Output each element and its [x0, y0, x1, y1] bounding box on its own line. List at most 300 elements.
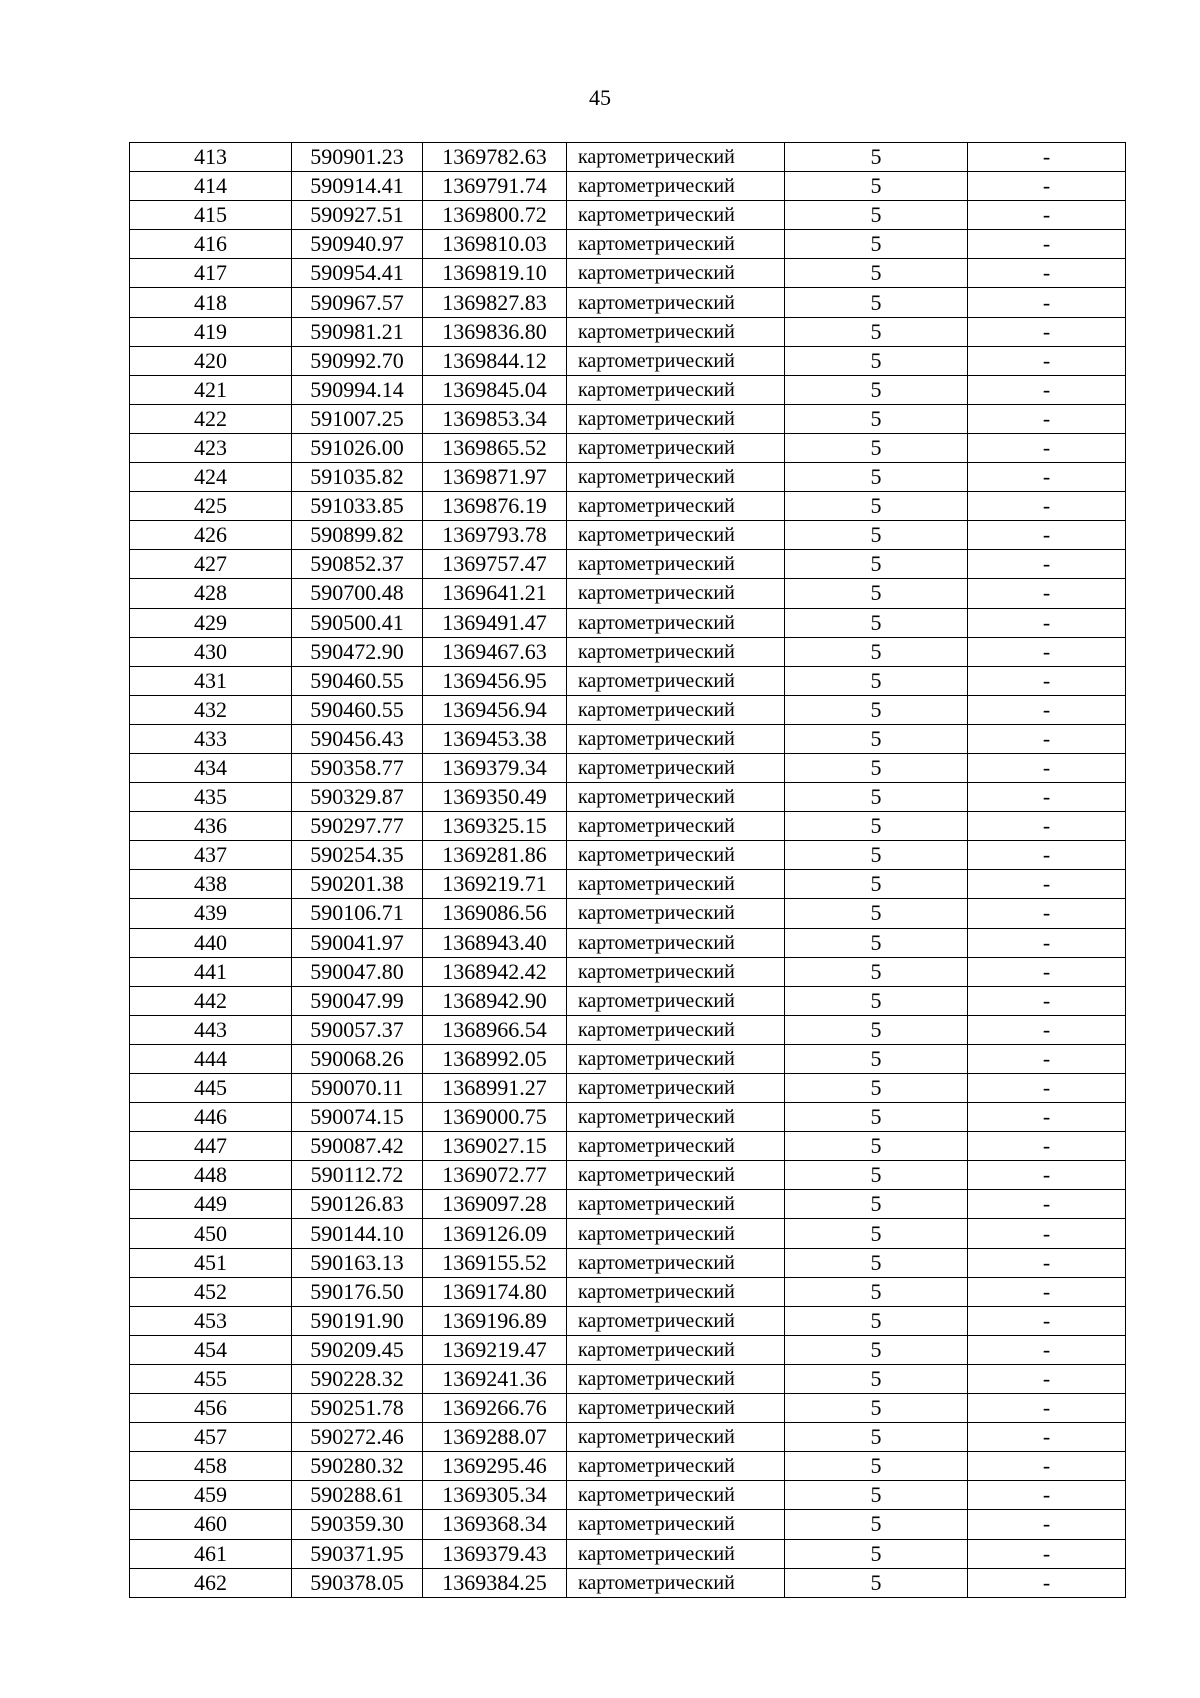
table-row — [130, 463, 1126, 492]
x-coordinate-cell: 590914.41 — [292, 172, 423, 201]
y-coordinate-cell: 1369072.77 — [423, 1161, 567, 1190]
y-coordinate-cell: 1369819.10 — [423, 259, 567, 288]
method-cell: картометрический — [567, 1248, 785, 1277]
accuracy-cell: 5 — [785, 841, 968, 870]
note-cell: - — [968, 259, 1126, 288]
x-coordinate-cell: 590254.35 — [292, 841, 423, 870]
accuracy-cell: 5 — [785, 666, 968, 695]
x-coordinate-cell: 590068.26 — [292, 1044, 423, 1073]
method-cell: картометрический — [567, 637, 785, 666]
note-cell: - — [968, 288, 1126, 317]
note-cell: - — [968, 1277, 1126, 1306]
x-coordinate-cell: 590106.71 — [292, 899, 423, 928]
x-coordinate-cell: 590280.32 — [292, 1452, 423, 1481]
accuracy-cell: 5 — [785, 608, 968, 637]
x-coordinate-cell: 590163.13 — [292, 1248, 423, 1277]
accuracy-cell: 5 — [785, 870, 968, 899]
point-number-cell: 414 — [130, 172, 292, 201]
note-cell: - — [968, 230, 1126, 259]
x-coordinate-cell: 590329.87 — [292, 783, 423, 812]
method-cell: картометрический — [567, 463, 785, 492]
accuracy-cell: 5 — [785, 375, 968, 404]
table-row — [130, 579, 1126, 608]
table-row — [130, 404, 1126, 433]
method-cell: картометрический — [567, 724, 785, 753]
table-row — [130, 550, 1126, 579]
point-number-cell: 429 — [130, 608, 292, 637]
table-row — [130, 375, 1126, 404]
x-coordinate-cell: 590927.51 — [292, 201, 423, 230]
point-number-cell: 462 — [130, 1568, 292, 1597]
note-cell: - — [968, 1044, 1126, 1073]
x-coordinate-cell: 590899.82 — [292, 521, 423, 550]
point-number-cell: 452 — [130, 1277, 292, 1306]
point-number-cell: 450 — [130, 1219, 292, 1248]
method-cell: картометрический — [567, 783, 785, 812]
x-coordinate-cell: 590228.32 — [292, 1364, 423, 1393]
method-cell: картометрический — [567, 1277, 785, 1306]
point-number-cell: 413 — [130, 143, 292, 172]
y-coordinate-cell: 1369295.46 — [423, 1452, 567, 1481]
method-cell: картометрический — [567, 375, 785, 404]
table-row — [130, 1394, 1126, 1423]
accuracy-cell: 5 — [785, 1568, 968, 1597]
x-coordinate-cell: 590359.30 — [292, 1510, 423, 1539]
accuracy-cell: 5 — [785, 1423, 968, 1452]
x-coordinate-cell: 590456.43 — [292, 724, 423, 753]
table-row — [130, 521, 1126, 550]
note-cell: - — [968, 1132, 1126, 1161]
x-coordinate-cell: 591035.82 — [292, 463, 423, 492]
accuracy-cell: 5 — [785, 1161, 968, 1190]
x-coordinate-cell: 590201.38 — [292, 870, 423, 899]
accuracy-cell: 5 — [785, 492, 968, 521]
coordinates-table — [129, 142, 1126, 1598]
coordinates-table-body — [130, 143, 1126, 1598]
y-coordinate-cell: 1369845.04 — [423, 375, 567, 404]
note-cell: - — [968, 1394, 1126, 1423]
accuracy-cell: 5 — [785, 1190, 968, 1219]
table-row — [130, 1481, 1126, 1510]
note-cell: - — [968, 1248, 1126, 1277]
x-coordinate-cell: 590144.10 — [292, 1219, 423, 1248]
x-coordinate-cell: 590378.05 — [292, 1568, 423, 1597]
method-cell: картометрический — [567, 1364, 785, 1393]
y-coordinate-cell: 1368943.40 — [423, 928, 567, 957]
accuracy-cell: 5 — [785, 1015, 968, 1044]
x-coordinate-cell: 590074.15 — [292, 1103, 423, 1132]
accuracy-cell: 5 — [785, 1394, 968, 1423]
point-number-cell: 424 — [130, 463, 292, 492]
method-cell: картометрический — [567, 579, 785, 608]
accuracy-cell: 5 — [785, 1219, 968, 1248]
note-cell: - — [968, 201, 1126, 230]
accuracy-cell: 5 — [785, 1452, 968, 1481]
point-number-cell: 426 — [130, 521, 292, 550]
point-number-cell: 417 — [130, 259, 292, 288]
method-cell: картометрический — [567, 1306, 785, 1335]
y-coordinate-cell: 1369174.80 — [423, 1277, 567, 1306]
accuracy-cell: 5 — [785, 346, 968, 375]
x-coordinate-cell: 590047.80 — [292, 957, 423, 986]
note-cell: - — [968, 1103, 1126, 1132]
point-number-cell: 436 — [130, 812, 292, 841]
page-number: 45 — [589, 85, 611, 110]
note-cell: - — [968, 986, 1126, 1015]
point-number-cell: 443 — [130, 1015, 292, 1044]
x-coordinate-cell: 590176.50 — [292, 1277, 423, 1306]
y-coordinate-cell: 1369325.15 — [423, 812, 567, 841]
table-row — [130, 1335, 1126, 1364]
point-number-cell: 455 — [130, 1364, 292, 1393]
note-cell: - — [968, 1015, 1126, 1044]
y-coordinate-cell: 1369456.94 — [423, 695, 567, 724]
table-row — [130, 957, 1126, 986]
table-row — [130, 637, 1126, 666]
method-cell: картометрический — [567, 1015, 785, 1044]
accuracy-cell: 5 — [785, 433, 968, 462]
y-coordinate-cell: 1369000.75 — [423, 1103, 567, 1132]
table-row — [130, 1539, 1126, 1568]
note-cell: - — [968, 928, 1126, 957]
method-cell: картометрический — [567, 1568, 785, 1597]
table-row — [130, 1364, 1126, 1393]
x-coordinate-cell: 590358.77 — [292, 753, 423, 782]
y-coordinate-cell: 1369241.36 — [423, 1364, 567, 1393]
y-coordinate-cell: 1369800.72 — [423, 201, 567, 230]
point-number-cell: 441 — [130, 957, 292, 986]
method-cell: картометрический — [567, 695, 785, 724]
y-coordinate-cell: 1369865.52 — [423, 433, 567, 462]
method-cell: картометрический — [567, 753, 785, 782]
note-cell: - — [968, 783, 1126, 812]
method-cell: картометрический — [567, 812, 785, 841]
accuracy-cell: 5 — [785, 259, 968, 288]
note-cell: - — [968, 172, 1126, 201]
accuracy-cell: 5 — [785, 230, 968, 259]
note-cell: - — [968, 1306, 1126, 1335]
table-row — [130, 870, 1126, 899]
table-row — [130, 666, 1126, 695]
table-row — [130, 1306, 1126, 1335]
note-cell: - — [968, 1423, 1126, 1452]
y-coordinate-cell: 1369219.47 — [423, 1335, 567, 1364]
accuracy-cell: 5 — [785, 957, 968, 986]
accuracy-cell: 5 — [785, 1364, 968, 1393]
x-coordinate-cell: 591007.25 — [292, 404, 423, 433]
x-coordinate-cell: 590087.42 — [292, 1132, 423, 1161]
method-cell: картометрический — [567, 1219, 785, 1248]
x-coordinate-cell: 590191.90 — [292, 1306, 423, 1335]
y-coordinate-cell: 1369853.34 — [423, 404, 567, 433]
method-cell: картометрический — [567, 1161, 785, 1190]
y-coordinate-cell: 1369793.78 — [423, 521, 567, 550]
method-cell: картометрический — [567, 1132, 785, 1161]
y-coordinate-cell: 1369844.12 — [423, 346, 567, 375]
y-coordinate-cell: 1368942.90 — [423, 986, 567, 1015]
x-coordinate-cell: 590981.21 — [292, 317, 423, 346]
method-cell: картометрический — [567, 521, 785, 550]
method-cell: картометрический — [567, 608, 785, 637]
point-number-cell: 460 — [130, 1510, 292, 1539]
note-cell: - — [968, 463, 1126, 492]
y-coordinate-cell: 1369288.07 — [423, 1423, 567, 1452]
note-cell: - — [968, 812, 1126, 841]
point-number-cell: 415 — [130, 201, 292, 230]
point-number-cell: 459 — [130, 1481, 292, 1510]
accuracy-cell: 5 — [785, 724, 968, 753]
accuracy-cell: 5 — [785, 1539, 968, 1568]
method-cell: картометрический — [567, 404, 785, 433]
point-number-cell: 442 — [130, 986, 292, 1015]
table-row — [130, 724, 1126, 753]
note-cell: - — [968, 1452, 1126, 1481]
x-coordinate-cell: 590297.77 — [292, 812, 423, 841]
point-number-cell: 440 — [130, 928, 292, 957]
y-coordinate-cell: 1369810.03 — [423, 230, 567, 259]
method-cell: картометрический — [567, 1510, 785, 1539]
note-cell: - — [968, 695, 1126, 724]
point-number-cell: 419 — [130, 317, 292, 346]
method-cell: картометрический — [567, 230, 785, 259]
x-coordinate-cell: 590209.45 — [292, 1335, 423, 1364]
method-cell: картометрический — [567, 986, 785, 1015]
accuracy-cell: 5 — [785, 1510, 968, 1539]
accuracy-cell: 5 — [785, 317, 968, 346]
accuracy-cell: 5 — [785, 579, 968, 608]
y-coordinate-cell: 1369456.95 — [423, 666, 567, 695]
y-coordinate-cell: 1369384.25 — [423, 1568, 567, 1597]
note-cell: - — [968, 1074, 1126, 1103]
x-coordinate-cell: 590967.57 — [292, 288, 423, 317]
y-coordinate-cell: 1369155.52 — [423, 1248, 567, 1277]
y-coordinate-cell: 1369782.63 — [423, 143, 567, 172]
method-cell: картометрический — [567, 841, 785, 870]
table-row — [130, 1452, 1126, 1481]
accuracy-cell: 5 — [785, 288, 968, 317]
note-cell: - — [968, 521, 1126, 550]
x-coordinate-cell: 591026.00 — [292, 433, 423, 462]
method-cell: картометрический — [567, 259, 785, 288]
accuracy-cell: 5 — [785, 172, 968, 201]
method-cell: картометрический — [567, 1190, 785, 1219]
note-cell: - — [968, 375, 1126, 404]
method-cell: картометрический — [567, 1423, 785, 1452]
note-cell: - — [968, 492, 1126, 521]
point-number-cell: 432 — [130, 695, 292, 724]
y-coordinate-cell: 1369126.09 — [423, 1219, 567, 1248]
point-number-cell: 456 — [130, 1394, 292, 1423]
x-coordinate-cell: 590251.78 — [292, 1394, 423, 1423]
note-cell: - — [968, 579, 1126, 608]
y-coordinate-cell: 1369379.34 — [423, 753, 567, 782]
x-coordinate-cell: 590288.61 — [292, 1481, 423, 1510]
x-coordinate-cell: 590994.14 — [292, 375, 423, 404]
point-number-cell: 416 — [130, 230, 292, 259]
table-row — [130, 928, 1126, 957]
point-number-cell: 423 — [130, 433, 292, 462]
method-cell: картометрический — [567, 1481, 785, 1510]
method-cell: картометрический — [567, 1335, 785, 1364]
point-number-cell: 438 — [130, 870, 292, 899]
y-coordinate-cell: 1369219.71 — [423, 870, 567, 899]
point-number-cell: 437 — [130, 841, 292, 870]
table-row — [130, 172, 1126, 201]
method-cell: картометрический — [567, 143, 785, 172]
y-coordinate-cell: 1369791.74 — [423, 172, 567, 201]
accuracy-cell: 5 — [785, 637, 968, 666]
note-cell: - — [968, 550, 1126, 579]
x-coordinate-cell: 590500.41 — [292, 608, 423, 637]
method-cell: картометрический — [567, 870, 785, 899]
y-coordinate-cell: 1368991.27 — [423, 1074, 567, 1103]
y-coordinate-cell: 1369876.19 — [423, 492, 567, 521]
accuracy-cell: 5 — [785, 404, 968, 433]
note-cell: - — [968, 433, 1126, 462]
note-cell: - — [968, 1510, 1126, 1539]
x-coordinate-cell: 591033.85 — [292, 492, 423, 521]
point-number-cell: 458 — [130, 1452, 292, 1481]
accuracy-cell: 5 — [785, 1481, 968, 1510]
accuracy-cell: 5 — [785, 928, 968, 957]
point-number-cell: 420 — [130, 346, 292, 375]
method-cell: картометрический — [567, 1394, 785, 1423]
x-coordinate-cell: 590460.55 — [292, 695, 423, 724]
table-row — [130, 608, 1126, 637]
accuracy-cell: 5 — [785, 143, 968, 172]
y-coordinate-cell: 1369305.34 — [423, 1481, 567, 1510]
point-number-cell: 435 — [130, 783, 292, 812]
y-coordinate-cell: 1369827.83 — [423, 288, 567, 317]
y-coordinate-cell: 1369453.38 — [423, 724, 567, 753]
table-row — [130, 433, 1126, 462]
y-coordinate-cell: 1368966.54 — [423, 1015, 567, 1044]
x-coordinate-cell: 590472.90 — [292, 637, 423, 666]
point-number-cell: 454 — [130, 1335, 292, 1364]
note-cell: - — [968, 753, 1126, 782]
note-cell: - — [968, 1161, 1126, 1190]
point-number-cell: 453 — [130, 1306, 292, 1335]
note-cell: - — [968, 1568, 1126, 1597]
y-coordinate-cell: 1369836.80 — [423, 317, 567, 346]
table-row — [130, 1161, 1126, 1190]
method-cell: картометрический — [567, 1074, 785, 1103]
table-row — [130, 695, 1126, 724]
method-cell: картометрический — [567, 957, 785, 986]
method-cell: картометрический — [567, 1044, 785, 1073]
point-number-cell: 449 — [130, 1190, 292, 1219]
method-cell: картометрический — [567, 1539, 785, 1568]
note-cell: - — [968, 346, 1126, 375]
point-number-cell: 430 — [130, 637, 292, 666]
x-coordinate-cell: 590371.95 — [292, 1539, 423, 1568]
accuracy-cell: 5 — [785, 695, 968, 724]
y-coordinate-cell: 1369379.43 — [423, 1539, 567, 1568]
x-coordinate-cell: 590070.11 — [292, 1074, 423, 1103]
x-coordinate-cell: 590852.37 — [292, 550, 423, 579]
y-coordinate-cell: 1369196.89 — [423, 1306, 567, 1335]
table-row — [130, 841, 1126, 870]
method-cell: картометрический — [567, 172, 785, 201]
x-coordinate-cell: 590047.99 — [292, 986, 423, 1015]
x-coordinate-cell: 590901.23 — [292, 143, 423, 172]
y-coordinate-cell: 1368942.42 — [423, 957, 567, 986]
accuracy-cell: 5 — [785, 899, 968, 928]
point-number-cell: 434 — [130, 753, 292, 782]
note-cell: - — [968, 724, 1126, 753]
method-cell: картометрический — [567, 1452, 785, 1481]
table-row — [130, 1277, 1126, 1306]
method-cell: картометрический — [567, 346, 785, 375]
accuracy-cell: 5 — [785, 1335, 968, 1364]
point-number-cell: 421 — [130, 375, 292, 404]
accuracy-cell: 5 — [785, 201, 968, 230]
point-number-cell: 445 — [130, 1074, 292, 1103]
table-row — [130, 1132, 1126, 1161]
accuracy-cell: 5 — [785, 1074, 968, 1103]
table-row — [130, 986, 1126, 1015]
accuracy-cell: 5 — [785, 1306, 968, 1335]
x-coordinate-cell: 590940.97 — [292, 230, 423, 259]
method-cell: картометрический — [567, 666, 785, 695]
point-number-cell: 448 — [130, 1161, 292, 1190]
x-coordinate-cell: 590272.46 — [292, 1423, 423, 1452]
y-coordinate-cell: 1369467.63 — [423, 637, 567, 666]
accuracy-cell: 5 — [785, 521, 968, 550]
y-coordinate-cell: 1369491.47 — [423, 608, 567, 637]
x-coordinate-cell: 590460.55 — [292, 666, 423, 695]
y-coordinate-cell: 1368992.05 — [423, 1044, 567, 1073]
point-number-cell: 457 — [130, 1423, 292, 1452]
x-coordinate-cell: 590700.48 — [292, 579, 423, 608]
table-row — [130, 143, 1126, 172]
note-cell: - — [968, 1481, 1126, 1510]
note-cell: - — [968, 870, 1126, 899]
y-coordinate-cell: 1369757.47 — [423, 550, 567, 579]
table-row — [130, 1015, 1126, 1044]
table-row — [130, 899, 1126, 928]
point-number-cell: 461 — [130, 1539, 292, 1568]
point-number-cell: 446 — [130, 1103, 292, 1132]
table-row — [130, 317, 1126, 346]
y-coordinate-cell: 1369027.15 — [423, 1132, 567, 1161]
method-cell: картометрический — [567, 433, 785, 462]
y-coordinate-cell: 1369350.49 — [423, 783, 567, 812]
table-row — [130, 1219, 1126, 1248]
point-number-cell: 439 — [130, 899, 292, 928]
note-cell: - — [968, 404, 1126, 433]
note-cell: - — [968, 841, 1126, 870]
point-number-cell: 422 — [130, 404, 292, 433]
point-number-cell: 428 — [130, 579, 292, 608]
note-cell: - — [968, 957, 1126, 986]
table-row — [130, 812, 1126, 841]
note-cell: - — [968, 1190, 1126, 1219]
accuracy-cell: 5 — [785, 463, 968, 492]
table-row — [130, 783, 1126, 812]
table-row — [130, 1190, 1126, 1219]
method-cell: картометрический — [567, 550, 785, 579]
method-cell: картометрический — [567, 288, 785, 317]
accuracy-cell: 5 — [785, 986, 968, 1015]
method-cell: картометрический — [567, 492, 785, 521]
x-coordinate-cell: 590992.70 — [292, 346, 423, 375]
accuracy-cell: 5 — [785, 1132, 968, 1161]
table-row — [130, 1074, 1126, 1103]
y-coordinate-cell: 1369086.56 — [423, 899, 567, 928]
point-number-cell: 451 — [130, 1248, 292, 1277]
note-cell: - — [968, 899, 1126, 928]
